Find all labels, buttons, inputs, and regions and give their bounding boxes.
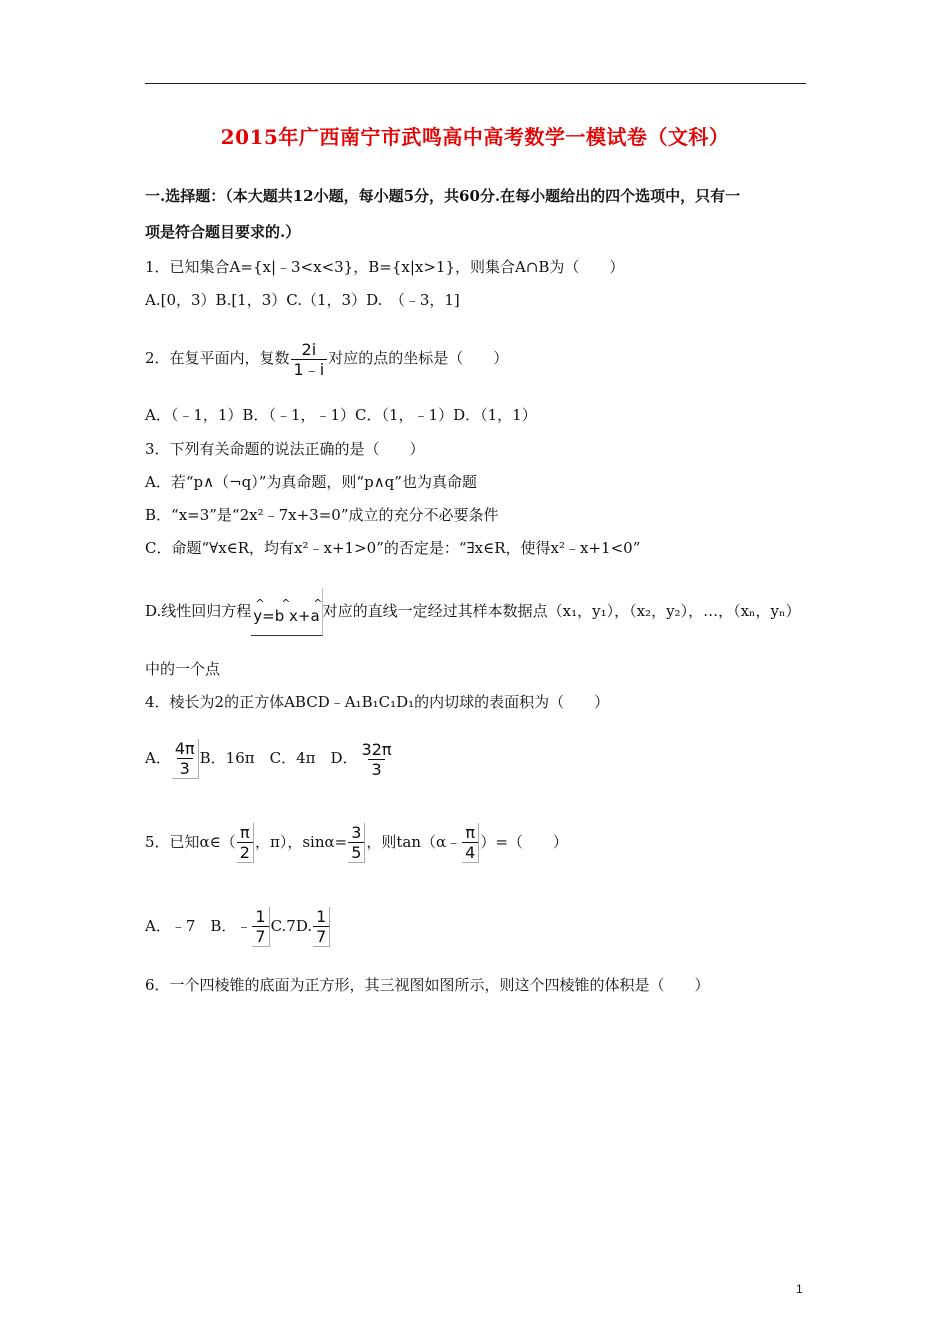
- q5-options: A．﹣7 B．﹣ $\frac{1}{7}$ C.7D. $\frac{1}{7}$: [145, 904, 331, 948]
- q5-option-b-fraction: $\frac{1}{7}$: [252, 907, 269, 947]
- q3-option-a: A．若“p∧（¬q）”为真命题，则“p∧q”也为真命题: [145, 473, 477, 491]
- q5-frac-pi-2: $\frac{\pi}{2}$: [237, 823, 254, 863]
- q4-a-fraction: $\frac{4\pi}{3}$: [172, 739, 199, 779]
- q2-prefix: 2．在复平面内，复数: [145, 349, 290, 367]
- q2-denominator: 1﹣i: [291, 359, 328, 379]
- q3-d-prefix: D.线性回归方程: [145, 602, 252, 620]
- q3-option-d: [145, 588, 800, 636]
- page-title: 2015年广西南宁市武鸣高中高考数学一模试卷（文科）: [220, 125, 730, 149]
- q2-stem: [145, 336, 508, 380]
- q4-mid-options: B．16π C．4π D．: [199, 749, 358, 767]
- q2-fraction: [291, 340, 328, 379]
- section-heading-line1: 一.选择题：（本大题共12小题，每小题5分，共60分.在每小题给出的四个选项中，只有一: [145, 187, 741, 205]
- q3-d-suffix: 对应的直线一定经过其样本数据点（x₁，y₁），（x₂，y₂），…，（xₙ，yₙ）: [322, 602, 801, 620]
- q4-d-fraction: $\frac{32\pi}{3}$: [361, 739, 392, 779]
- q3-option-d-continued: 中的一个点: [145, 660, 221, 678]
- q2-options: A．（﹣1，1）B．（﹣1，﹣1）C．（1，﹣1）D．（1，1）: [145, 406, 537, 424]
- q3-stem: 3．下列有关命题的说法正确的是（ ）: [145, 440, 425, 458]
- q2-numerator: 2i: [301, 339, 317, 359]
- q1-stem: 1．已知集合A={x|﹣3<x<3}，B={x|x>1}，则集合A∩B为（ ）: [145, 258, 625, 276]
- regression-formula: ^ ^ ^ y=b x+a: [251, 588, 322, 636]
- q5-frac-3-5: $\frac{3}{5}$: [348, 823, 365, 863]
- q4-stem: 4．棱长为2的正方体ABCD﹣A₁B₁C₁D₁的内切球的表面积为（ ）: [145, 693, 610, 711]
- q5-option-d-fraction: $\frac{1}{7}$: [313, 907, 330, 947]
- q5-frac-pi-4: $\frac{\pi}{4}$: [462, 823, 479, 863]
- q5-stem: 5．已知α∈（ $\frac{\pi}{2}$ ，π），sinα= $\frac{3}{5}$ ，则tan（α﹣ $\frac{\pi}{4}$ ）=（ ）: [145, 823, 568, 862]
- header-rule: [145, 83, 806, 84]
- q6-stem: 6．一个四棱锥的底面为正方形，其三视图如图所示，则这个四棱锥的体积是（ ）: [145, 976, 710, 994]
- q3-option-c: C．命题“∀x∈R，均有x²﹣x+1>0”的否定是：“∃x∈R，使得x²﹣x+1<0”: [145, 539, 641, 557]
- q1-options: A.[0，3）B.[1，3）C.（1，3）D. （﹣3，1]: [145, 291, 460, 309]
- q2-suffix: 对应的点的坐标是（ ）: [328, 349, 509, 367]
- section-heading-line2: 项是符合题目要求的.）: [145, 223, 301, 241]
- q4-options: [145, 736, 396, 780]
- q4-a-label: A．: [145, 749, 171, 767]
- q3-option-b: B．“x=3”是“2x²﹣7x+3=0”成立的充分不必要条件: [145, 506, 499, 524]
- page-number: 1: [796, 1282, 803, 1296]
